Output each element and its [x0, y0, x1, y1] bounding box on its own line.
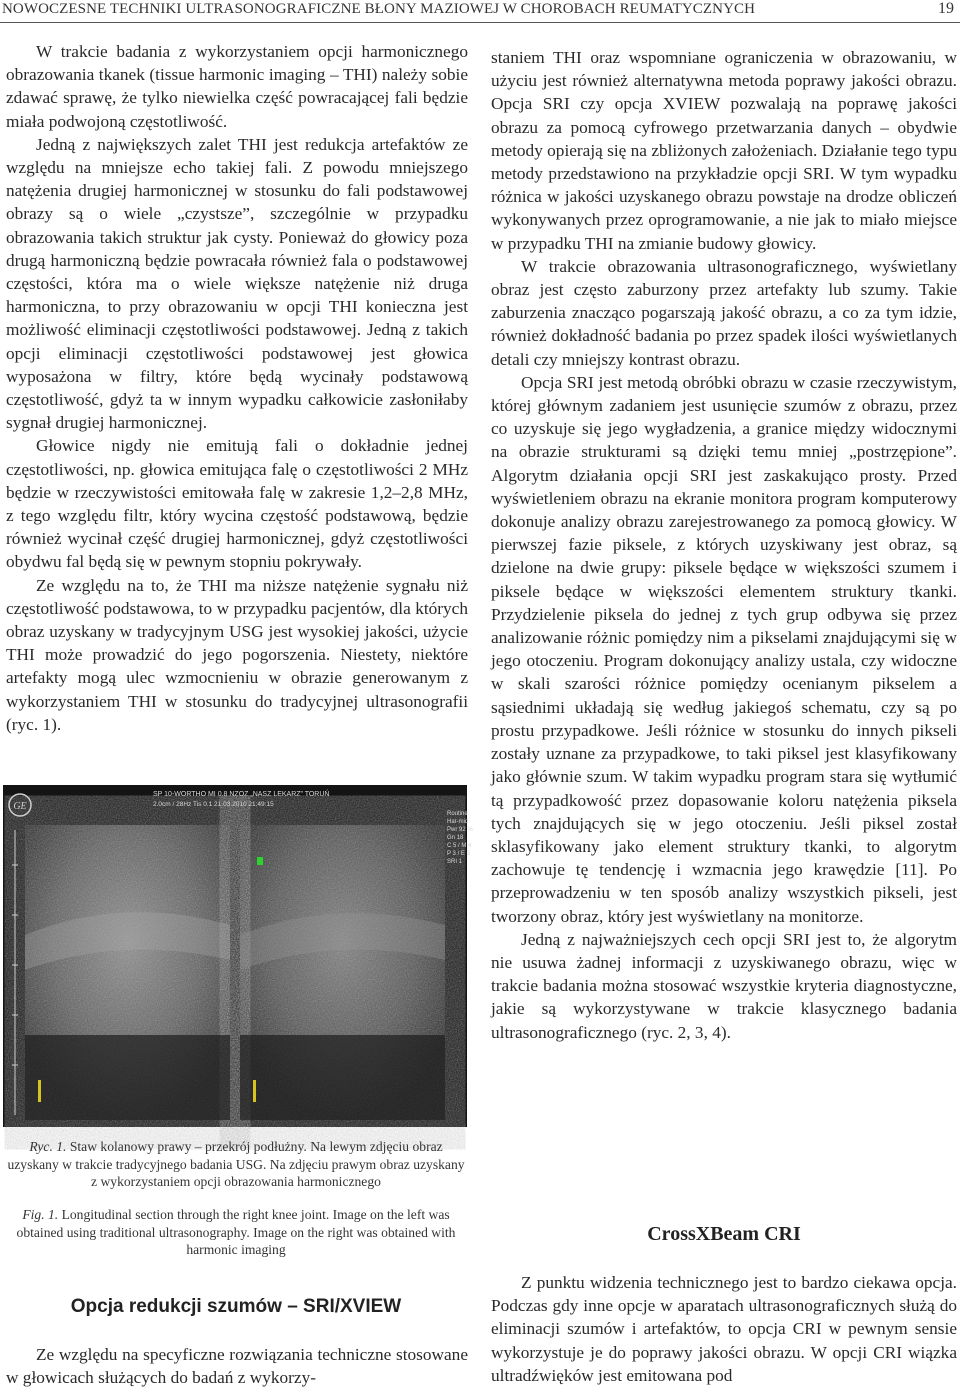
paragraph: Jedną z największych zalet THI jest redukcja artefaktów ze względu na mniejsze echo takiej fali. Z powodu mniejszego natężenia drugiej harmonicznej w stosunku do fali podstawowej obrazy są o wiele „czystsze”, szczególnie w przypadku obrazowania takich struktur jak cysty. Ponieważ do głowicy poza drugą harmoniczną będzie powracała również fala o podstawowej częstości, która ma o wiele większe natężenie niż druga harmoniczna, to przy obrazowaniu w opcji THI konieczna jest możliwość eliminacji częstotliwości podstawowej. Jedną z takich opcji eliminacji częstotliwości podstawowej jest głowica wyposażona w filtry, które będą wycinały podstawową częstotliwość, gdyż ta w innym wypadku całkowicie zasłoniłaby sygnał drugiej harmonicznej.	[6, 134, 468, 433]
figure-params	[447, 811, 473, 865]
paragraph: staniem THI oraz wspomniane ograniczenia w obrazowaniu, w użyciu jest również alternatywna metoda poprawy jakości obrazu. Opcja SRI czy opcja XVIEW pozwalają na poprawę jakości obrazu za pomocą cyfrowego przetwarzania danych – obydwie metody opierają się na zbliżonych założeniach. Działanie tego typu metody przedstawiono na przykładzie opcji SRI. W tym wypadku różnica w jakości uzyskanego obrazu powstaje na drodze obliczeń wykonywanych przez oprogramowanie, a nie jak to miało miejsce w przypadku THI na zmianie budowy głowicy.	[491, 48, 957, 253]
paragraph: Głowice nigdy nie emitują fali o dokładnie jednej częstotliwości, np. głowica emitująca falę o częstotliwości 2 MHz będzie w rzeczywistości emitowała falę w zakresie 1,2–2,8 MHz, z tego względu filtr, który wycina częstość podstawową, będzie również wycinał część drugiej harmonicznej, gdyż częstotliwości obydwu fal będą się w pewnym stopniu pokrywały.	[6, 436, 468, 572]
paragraph: Jedną z najważniejszych cech opcji SRI jest to, że algorytm nie usuwa żadnej informacji z uzyskiwanego obrazu, więc w trakcie badania można stosować wszystkie kryteria diagnostyczne, jakie są wykorzystywane w trakcie klasycznego badania ultrasonograficznego (ryc. 2, 3, 4).	[491, 929, 957, 1042]
caption-label: Fig. 1.	[22, 1207, 59, 1222]
caption-label: Ryc. 1.	[29, 1139, 67, 1154]
paragraph: W trakcie badania z wykorzystaniem opcji harmonicznego obrazowania tkanek (tissue harmonic imaging – THI) należy sobie zdawać sprawę, że tylko niewielka część powracającej fali będzie miała podwojoną częstotliwość.	[6, 42, 468, 131]
focus-marker-icon	[257, 857, 263, 865]
ge-logo-text: GE	[13, 801, 27, 812]
left-column	[6, 40, 468, 736]
right-column	[491, 46, 957, 1044]
section-heading-sri: Opcja redukcji szumów – SRI/XVIEW	[70, 1296, 402, 1317]
right-column-bottom	[491, 1271, 957, 1387]
ultrasound-figure	[3, 785, 473, 1127]
paragraph: Ze względu na to, że THI ma niższe natężenie sygnału niż częstotliwość podstawowa, to w przypadku pacjentów, dla których obraz uzyskany w tradycyjnym USG jest wysokiej jakości, użycie THI może prowadzić do jego pogorszenia. Niestety, niektóre artefakty mogą ulec wzmocnieniu w obrazie generowanym z wykorzystaniem THI w stosunku do tradycyjnej ultrasonografii (ryc. 1).	[6, 575, 468, 734]
svg-text:P 3 / E 3: P 3 / E 3	[447, 851, 470, 857]
header-rule	[0, 22, 960, 23]
running-header-title: NOWOCZESNE TECHNIKI ULTRASONOGRAFICZNE BŁONY MAZIOWEJ W CHOROBACH REUMATYCZNYCH	[2, 1, 756, 17]
paragraph: Z punktu widzenia technicznego jest to bardzo ciekawa opcja. Podczas gdy inne opcje w aparatach ultrasonograficznych służą do eliminacji szumów i artefaktów, to opcja CRI w pewnym sensie wykorzystuje je do poprawy jakości obrazu. W opcji CRI wiązka ultradźwięków jest emitowana pod	[491, 1273, 957, 1385]
figure-overlay-top: SP 10-WORTHO MI 0.8 NZOZ „NASZ LEKARZ” TORUŃ	[153, 791, 330, 798]
svg-text:Har-mid: Har-mid	[447, 819, 469, 825]
page-number: 19	[938, 0, 954, 17]
section-heading-crossxbeam: CrossXBeam CRI	[647, 1223, 801, 1245]
paragraph: Opcja SRI jest metodą obróbki obrazu w czasie rzeczywistym, której głównym zadaniem jest usunięcie szumów z obrazu, przez co uzyskuje się jego wygładzenia, a granice między widocznymi na obrazie strukturami są dzięki temu mniej „postrzępione”. Algorytm działania opcji SRI jest zaskakująco prosty. Przed wyświetleniem obrazu na ekranie monitora program komputerowy dokonuje analizy obrazu zarejestrowanego za pomocą głowicy. W pierwszej fazie piksele, z których uzyskiwany jest obraz, są dzielone na dwie grupy: piksele będące w większości szumem i piksele będące w większości elementem struktury tkanki. Przydzielenie piksela do jednej z tych grup odbywa się przez analizowanie różnic pomiędzy nim a pikselami znajdującymi się w jego otoczeniu. Program dokonujący analizy ustala, czy widoczne w skali szarości różnice pomiędzy ocenianym pikselem a sąsiednimi układają się według jakiegoś schematu, czy są po prostu przypadkowe. Jeśli różnice w stosunku do innych pikseli zostały uznane za przypadkowe, to taki piksel jest klasyfikowany jako głównie szum. W takim wypadku program stara się wytłumić tą przypadkowość przez dopasowanie koloru natężenia piksela tych znajdujących się w jego otoczeniu. Jeśli piksel został sklasyfikowany jako element struktury tkanki, to algorytm zachowuje tę tendencję i wzmacnia jego krawędzie [11]. Po przeprowadzeniu w ten sposób analizy wszystkich pikseli, jest tworzony obraz, który jest wyświetlany na monitorze.	[491, 372, 957, 926]
svg-text:Pwr 92 %: Pwr 92 %	[447, 827, 473, 833]
paragraph: Ze względu na specyficzne rozwiązania techniczne stosowane w głowicach służących do badań z wykorzy-	[6, 1345, 468, 1388]
figure-caption-pl	[6, 1138, 466, 1191]
svg-text:C 5 / M 4: C 5 / M 4	[447, 843, 472, 849]
paragraph: W trakcie obrazowania ultrasonograficznego, wyświetlany obraz jest często zaburzony przez artefakty lub szumy. Takie zaburzenia znacząco pogarszają jakość obrazu, a co za tym idzie, również dokładność badania po przez spadek ilości wyświetlanych detali czy mniejszy kontrast obrazu.	[491, 256, 957, 369]
caption-text: Longitudinal section through the right knee joint. Image on the left was obtained using traditional ultrasonography. Image on the right was obtained with harmonic imaging	[16, 1207, 456, 1257]
ultrasound-image	[3, 785, 473, 1127]
svg-text:Gn 18: Gn 18	[447, 835, 464, 841]
figure-caption-en	[6, 1206, 466, 1259]
left-column-bottom	[6, 1343, 468, 1389]
depth-marker-icon	[253, 1080, 256, 1102]
figure-overlay-line2: 2.0cm / 28Hz Tis 0.1 21.03.2010 21:49:15	[153, 801, 274, 808]
running-header	[0, 0, 960, 28]
svg-text:Routine: Routine	[447, 811, 468, 817]
caption-text: Staw kolanowy prawy – przekrój podłużny. Na lewym zdjęciu obraz uzyskany w trakcie tradycyjnego badania USG. Na zdjęciu prawym obraz uzyskany z wykorzystaniem opcji obrazowania harmonicznego	[7, 1139, 465, 1189]
depth-marker-icon	[38, 1080, 41, 1102]
svg-text:SRI 1: SRI 1	[447, 859, 463, 865]
